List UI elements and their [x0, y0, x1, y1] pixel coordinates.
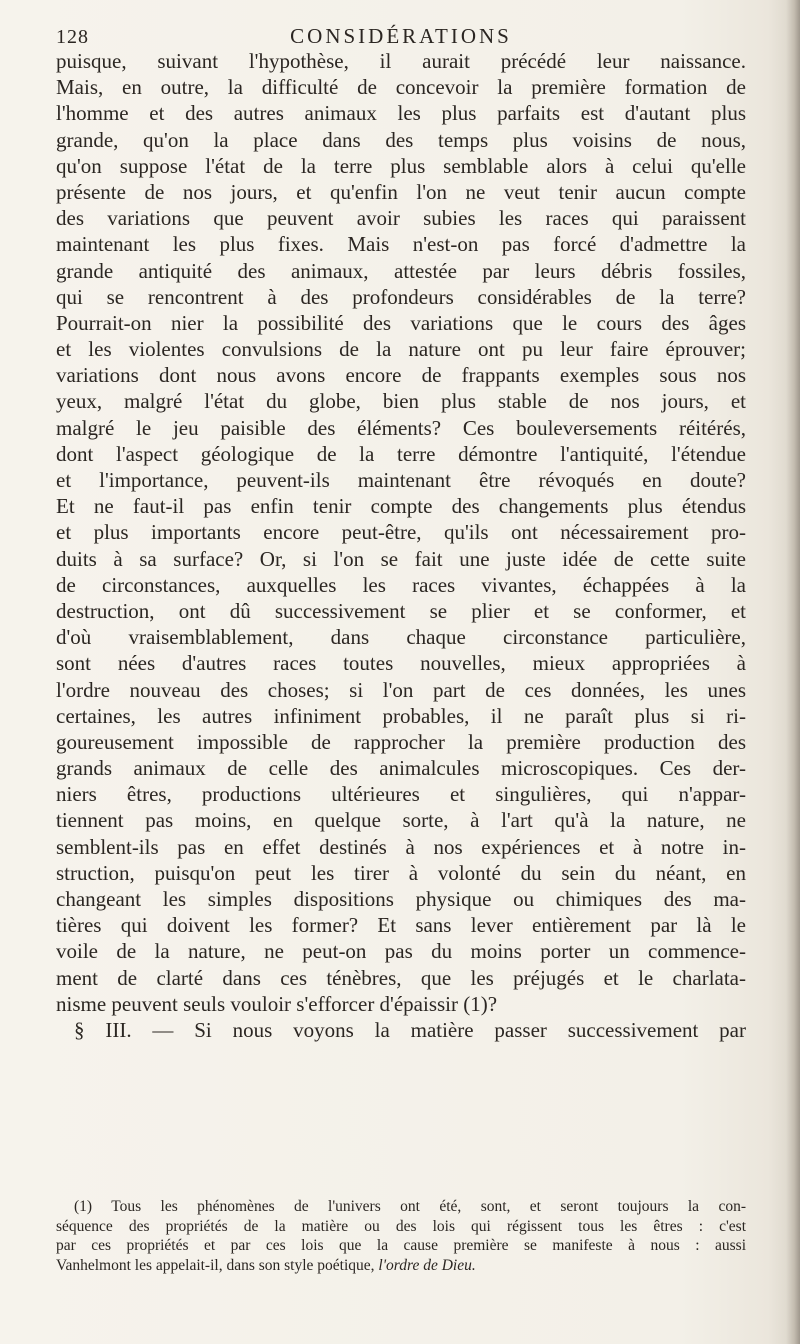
- footnote-line: séquence des propriétés de la matière ou des lois qui régissent tous les êtres : c'est: [56, 1217, 746, 1235]
- text-line: goureusement impossible de rapprocher la première production des: [56, 729, 746, 754]
- main-text: [56, 48, 746, 1043]
- footnote-line: (1) Tous les phénomènes de l'univers ont été, sont, et seront toujours la con-: [74, 1198, 746, 1215]
- text-line: qu'on suppose l'état de la terre plus semblable alors à celui qu'elle: [56, 153, 746, 178]
- text-line: malgré le jeu paisible des éléments? Ces bouleversements réitérés,: [56, 415, 746, 440]
- page-header: [56, 20, 746, 50]
- text-line: ment de clarté dans ces ténèbres, que les préjugés et le charlata-: [56, 965, 746, 990]
- text-line: l'ordre nouveau des choses; si l'on part de ces données, les unes: [56, 677, 746, 702]
- page-edge-shadow: [786, 0, 800, 1344]
- text-line: tières qui doivent les former? Et sans lever entièrement par là le: [56, 913, 746, 938]
- text-line: qui se rencontrent à des profondeurs considérables de la terre?: [56, 284, 746, 309]
- text-line: et les violentes convulsions de la nature ont pu leur faire éprouver;: [56, 337, 746, 362]
- text-line: struction, puisqu'on peut les tirer à volonté du sein du néant, en: [56, 860, 746, 885]
- text-line: Mais, en outre, la difficulté de concevoir la première formation de: [56, 75, 746, 100]
- text-line: présente de nos jours, et qu'enfin l'on ne veut tenir aucun compte: [56, 179, 746, 204]
- text-line: duits à sa surface? Or, si l'on se fait une juste idée de cette suite: [56, 546, 746, 571]
- text-line: yeux, malgré l'état du globe, bien plus stable de nos jours, et: [56, 389, 746, 414]
- text-line: grande, qu'on la place dans des temps plus voisins de nous,: [56, 127, 746, 152]
- text-line: d'où vraisemblablement, dans chaque circonstance particulière,: [56, 625, 746, 650]
- footnote-line: [56, 1256, 746, 1276]
- text-line: Pourrait-on nier la possibilité des variations que le cours des âges: [56, 310, 746, 335]
- text-line: grands animaux de celle des animalcules microscopiques. Ces der-: [56, 756, 746, 781]
- text-line: sont nées d'autres races toutes nouvelles, mieux appropriées à: [56, 651, 746, 676]
- text-line: destruction, ont dû successivement se plier et se conformer, et: [56, 598, 746, 623]
- text-line: voile de la nature, ne peut-on pas du moins porter un commence-: [56, 939, 746, 964]
- text-line: des variations que peuvent avoir subies les races qui paraissent: [56, 206, 746, 231]
- text-line: dont l'aspect géologique de la terre démontre l'antiquité, l'étendue: [56, 441, 746, 466]
- text-line: Et ne faut-il pas enfin tenir compte des changements plus étendus: [56, 494, 746, 519]
- text-line: changeant les simples dispositions physique ou chimiques des ma-: [56, 887, 746, 911]
- text-line: et l'importance, peuvent-ils maintenant être révoqués en doute?: [56, 468, 746, 492]
- text-line: semblent-ils pas en effet destinés à nos expériences et à notre in-: [56, 834, 746, 859]
- text-line: § III. — Si nous voyons la matière passer successivement par: [74, 1017, 746, 1042]
- text-line: maintenant les plus fixes. Mais n'est-on pas forcé d'admettre la: [56, 232, 746, 257]
- text-line: grande antiquité des animaux, attestée par leurs débris fossiles,: [56, 258, 746, 283]
- text-line: niers êtres, productions ultérieures et singulières, qui n'appar-: [56, 782, 746, 807]
- text-line: certaines, les autres infiniment probables, il ne paraît plus si ri-: [56, 703, 746, 728]
- text-line: l'homme et des autres animaux les plus parfaits est d'autant plus: [56, 101, 746, 126]
- text-line: de circonstances, auxquelles les races vivantes, échappées à la: [56, 572, 746, 597]
- text-line: nisme peuvent seuls vouloir s'efforcer d'épaissir (1)?: [56, 991, 498, 1016]
- text-line: puisque, suivant l'hypothèse, il aurait précédé leur naissance.: [56, 49, 746, 73]
- text-line: tiennent pas moins, en quelque sorte, à l'art qu'à la nature, ne: [56, 808, 746, 833]
- footnote-line: par ces propriétés et par ces lois que la cause première se manifeste à nous : aussi: [56, 1237, 746, 1254]
- footnote-text: Vanhelmont les appelait-il, dans son style poétique,: [56, 1256, 379, 1274]
- footnote: [56, 1197, 746, 1275]
- text-line: et plus importants encore peut-être, qu'ils ont nécessairement pro-: [56, 520, 746, 545]
- footnote-italic-text: l'ordre de Dieu.: [378, 1256, 476, 1274]
- text-line: variations dont nous avons encore de frappants exemples sous nos: [56, 363, 746, 388]
- running-title: CONSIDÉRATIONS: [290, 24, 512, 48]
- page-number: 128: [56, 26, 89, 48]
